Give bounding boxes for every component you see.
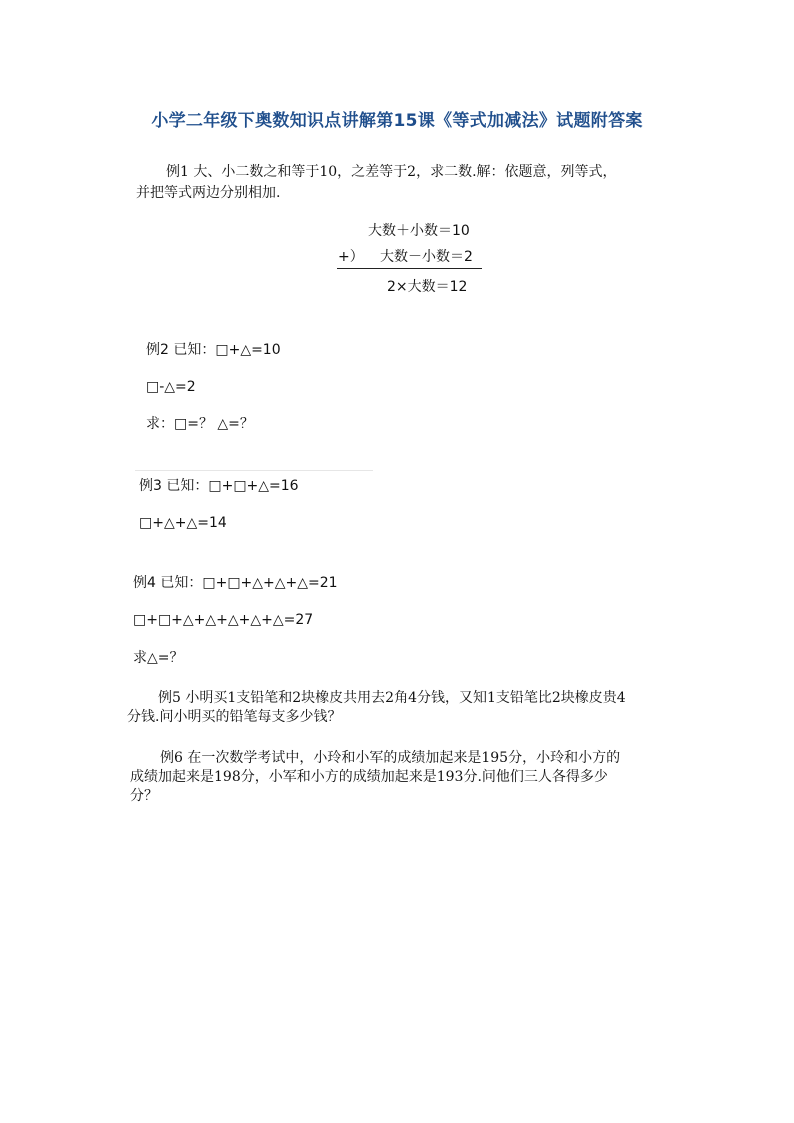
- example-1-line-2: 并把等式两边分别相加.: [136, 185, 281, 201]
- example-2-line-3: 求：□=？ △=？: [146, 416, 254, 432]
- example-4-line-1: 例4 已知：□+□+△+△+△=21: [133, 575, 338, 591]
- example-2-line-2: □-△=2: [146, 379, 196, 395]
- example-1-line-1: 例1 大、小二数之和等于10，之差等于2，求二数.解：依题意，列等式，: [166, 164, 617, 180]
- document-title: 小学二年级下奥数知识点讲解第15课《等式加减法》试题附答案: [151, 111, 643, 131]
- example-4-line-3: 求△=？: [133, 650, 184, 666]
- example-6-line-3: 分？: [130, 788, 158, 804]
- equation-result: 2×大数＝12: [387, 279, 468, 295]
- equation-difference: 大数－小数＝2: [380, 249, 473, 265]
- example-5-line-1: 例5 小明买1支铅笔和2块橡皮共用去2角4分钱，又知1支铅笔比2块橡皮贵4: [158, 690, 626, 706]
- example-2-line-1: 例2 已知：□+△=10: [146, 342, 281, 358]
- example-5-line-2: 分钱.问小明买的铅笔每支多少钱？: [127, 709, 342, 725]
- divider: [135, 470, 373, 471]
- example-3-line-1: 例3 已知：□+□+△=16: [139, 478, 299, 494]
- example-6-line-2: 成绩加起来是198分，小军和小方的成绩加起来是193分.问他们三人各得多少: [130, 769, 608, 785]
- equation-rule: [337, 268, 482, 269]
- example-6-line-1: 例6 在一次数学考试中，小玲和小军的成绩加起来是195分，小玲和小方的: [160, 750, 621, 766]
- example-4-line-2: □+□+△+△+△+△+△=27: [133, 612, 314, 628]
- equation-plus-sign: +）: [338, 249, 364, 265]
- equation-sum: 大数＋小数＝10: [368, 223, 470, 239]
- example-3-line-2: □+△+△=14: [139, 515, 227, 531]
